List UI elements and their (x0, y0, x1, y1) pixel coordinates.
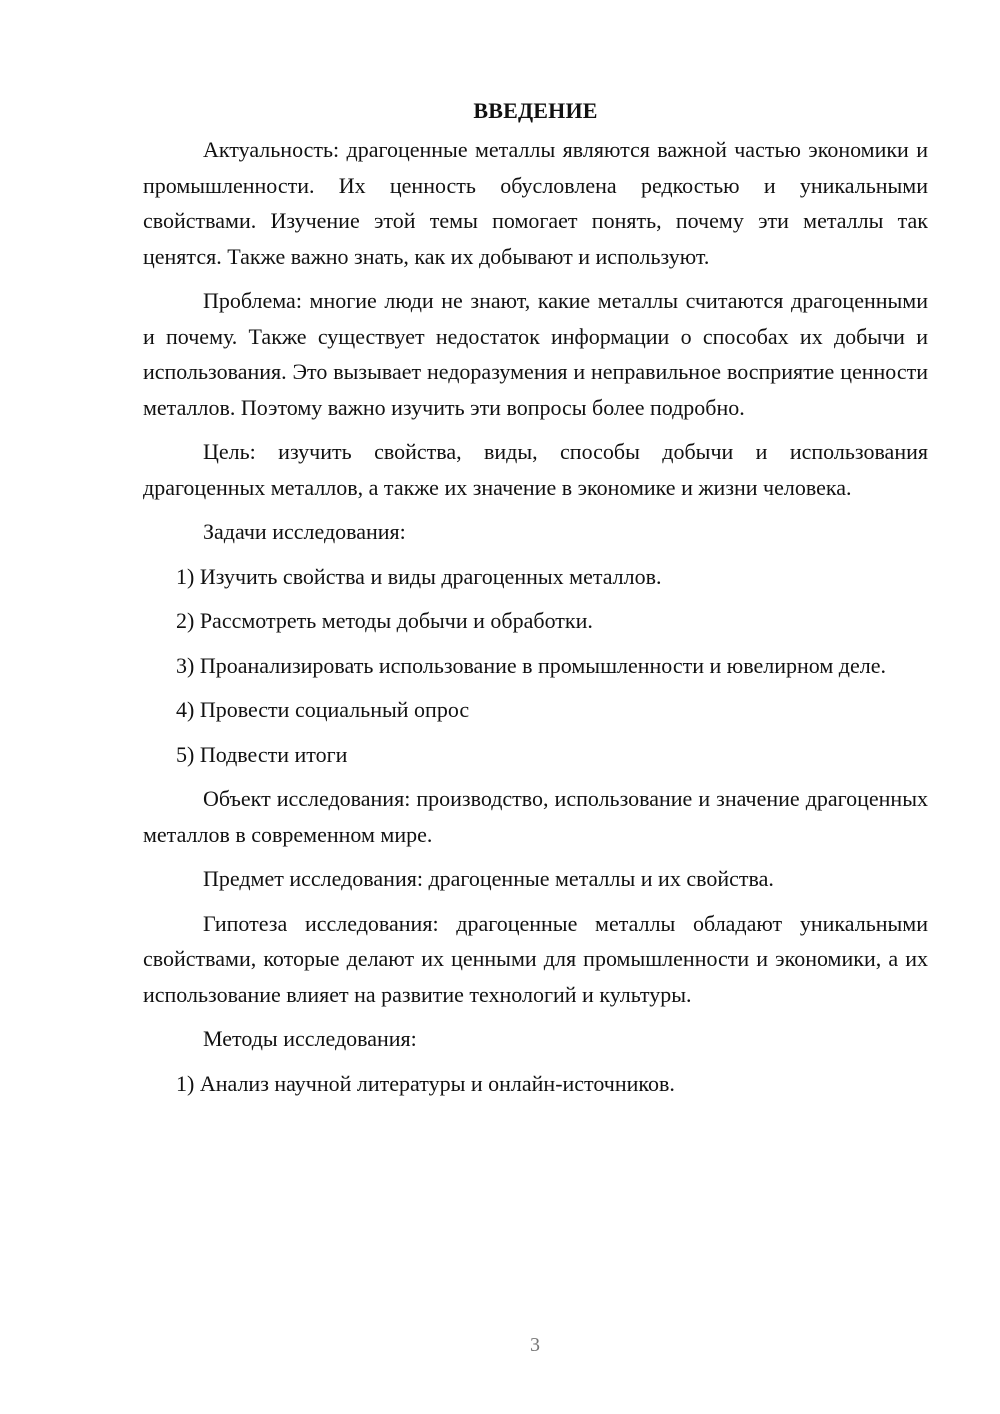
task-item: 1) Изучить свойства и виды драгоценных металлов. (176, 563, 662, 589)
paragraph-object: Объект исследования: производство, использование и значение драгоценных металлов в современном мире. (143, 786, 928, 847)
paragraph-relevance: Актуальность: драгоценные металлы являются важной частью экономики и промышленности. Их ценность обусловлена редкостью и уникальными свойствами. Изучение этой темы помогает понять, почему эти металлы так ценятся. Также важно знать, как их добывают и используют. (143, 137, 928, 269)
task-item: 5) Подвести итоги (176, 741, 348, 767)
paragraph-goal: Цель: изучить свойства, виды, способы добычи и использования драгоценных металлов, а также их значение в экономике и жизни человека. (143, 439, 928, 500)
paragraph-subject: Предмет исследования: драгоценные металлы и их свойства. (203, 866, 774, 891)
page-number: 3 (530, 1334, 540, 1356)
paragraph-hypothesis: Гипотеза исследования: драгоценные металлы обладают уникальными свойствами, которые делают их ценными для промышленности и экономики, а их использование влияет на развитие технологий и культуры. (143, 910, 928, 1007)
paragraph-problem: Проблема: многие люди не знают, какие металлы считаются драгоценными и почему. Также существует недостаток информации о способах их добычи и использования. Это вызывает недоразумения и неправильное восприятие ценности металлов. Поэтому важно изучить эти вопросы более подробно. (143, 288, 928, 420)
task-item: 2) Рассмотреть методы добычи и обработки. (176, 608, 593, 633)
paragraph-tasks-heading: Задачи исследования: (203, 519, 406, 544)
paragraph-methods-heading: Методы исследования: (203, 1026, 417, 1051)
task-item: 4) Провести социальный опрос (176, 697, 470, 722)
method-item: 1) Анализ научной литературы и онлайн-источников. (176, 1070, 675, 1096)
document-body (143, 94, 928, 1110)
section-title: ВВЕДЕНИЕ (473, 98, 598, 123)
task-item: 3) Проанализировать использование в промышленности и ювелирном деле. (176, 652, 886, 678)
